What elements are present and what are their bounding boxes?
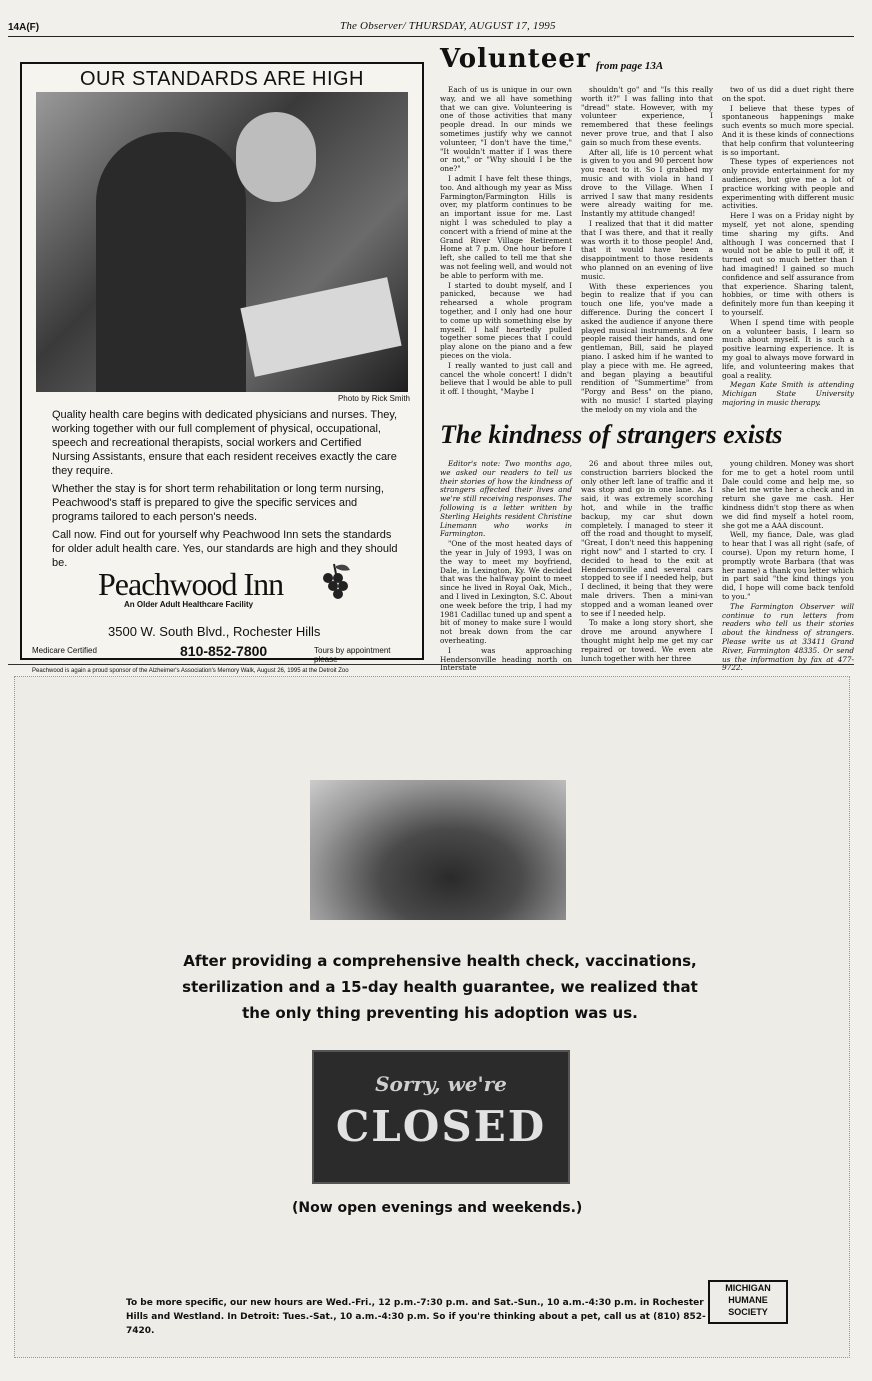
paragraph: "One of the most heated days of the year in July of 1993, I was on the way to meet my boyfriend, Dale, in Lexington, Ky. We decided that was the halfway point to meet since he lived in Royal Oak, Mich., and I lived in Lexington, S.C. About one week before the trip, I had my 1981 Cadillac tuned up and spent a bit of money to make sure I would not break down from the car overheating. bbox=[440, 539, 572, 645]
photo-paper-shape bbox=[240, 277, 401, 377]
paragraph: I started to doubt myself, and I panicked, because we had rehearsed a whole program together, and I only had one hour to come up with something else by myself. I half heartedly pulled together some pieces that I could play alone on the piano and a few pieces on the viola. bbox=[440, 280, 572, 360]
top-rule bbox=[8, 36, 854, 37]
paragraph: I admit I have felt these things, too. And although my year as Miss Farmington/Farmington Hills is over, my platform continues to be an important issue for me. Last night I was scheduled to play a concert with a friend of mine at the Grand River Village Retirement Home at 7 p.m. One hour before I left, she called to tell me that she was not feeling well, and would not be able to perform with me. bbox=[440, 173, 572, 280]
humane-hours: To be more specific, our new hours are Wed.-Fri., 12 p.m.-7:30 p.m. and Sat.-Sun., 10 a.m.-4:30 p.m. in Rochester Hills and Westland. In Detroit: Tues.-Sat., 10 a.m.-4:30 p.m. So if you're thinking about a pet, call us at (810) 852-7420. bbox=[126, 1298, 706, 1336]
peachwood-ad bbox=[20, 62, 424, 674]
author-bio: Megan Kate Smith is attending Michigan State University majoring in music therapy. bbox=[722, 380, 854, 407]
sign-closed-text: CLOSED bbox=[335, 1102, 547, 1151]
paragraph: After all, life is 10 percent what is given to you and 90 percent how you react to it. So I grabbed my music and with viola in hand I drove to the Village. When I arrived I saw that many residents were already waiting for me. Instantly my attitude changed! bbox=[581, 147, 713, 219]
ad-headline: OUR STANDARDS ARE HIGH bbox=[80, 68, 364, 90]
letters-invite: The Farmington Observer will continue to run letters from readers who tell us their stories about the kindness of strangers. Please write us at 33411 Grand River, Farmington 48335. Or send us the information by fax at 477-9722. bbox=[722, 601, 854, 673]
closed-sign-image bbox=[312, 1050, 570, 1184]
paragraph: Here I was on a Friday night by myself, yet not alone, spending time sharing my gifts. And although I was concerned that I would not be able to pull it off, it turned out so much better than I had imagined! I gained so much confidence and self assurance from that experience. Sharing talent, hobbies, or time with others is definitely more fun than keeping it to yourself. bbox=[722, 211, 854, 317]
ad-tours: Tours by appointment please bbox=[314, 646, 391, 664]
page-folio: 14A(F) bbox=[8, 22, 40, 33]
paragraph: I realized that that it did matter that I was there, and that it really was worth it to those people! And, that it would have been a disappointment to those residents who planned on an evening of live music. bbox=[581, 218, 713, 281]
volunteer-jump: from page 13A bbox=[596, 60, 664, 72]
kindness-col-2 bbox=[581, 460, 713, 664]
photo-credit: Photo by Rick Smith bbox=[337, 394, 410, 403]
ad-paragraph-2: Whether the stay is for short term rehabilitation or long term nursing, Peachwood's staff is prepared to give the specific services and programs tailored to each person's needs. bbox=[52, 483, 384, 523]
ad-photo bbox=[36, 92, 408, 392]
paragraph: When I spend time with people on a volunteer basis, I learn so much about myself. It is such a positive learning experience. It is my goal to always move forward in life, and volunteering makes that goal a reality. bbox=[722, 317, 854, 380]
volunteer-col-2 bbox=[581, 86, 713, 415]
paragraph: These types of experiences not only provide entertainment for my audiences, but give me a lot of practice working with people and experimenting with different music activities. bbox=[722, 157, 854, 211]
paragraph: 26 and about three miles out, construction barriers blocked the only other left lane of traffic and it was stop and go in one lane. As I said, it was extremely scorching hot, and while in the traffic backup, my car shut down completely. I managed to steer it off the road and thought to myself, "Great, I don't need this happening right now" and I started to cry. I decided to head to the exit at Hendersonville and several cars stopped to see if I needed help, but I declined, it being that they were male drivers. Then a mini-van stopped and a woman leaned over to see if I needed help. bbox=[581, 459, 713, 618]
logo-subtitle: An Older Adult Healthcare Facility bbox=[124, 600, 254, 609]
grapes-icon bbox=[314, 560, 354, 604]
ad-paragraph-3: Call now. Find out for yourself why Peachwood Inn sets the standards for older adult health care. Yes, our standards are high and they should be. bbox=[52, 529, 398, 569]
photo-man-shape bbox=[236, 112, 316, 202]
kindness-title: The kindness of strangers exists bbox=[440, 420, 783, 449]
paragraph: I was approaching Hendersonville heading north on Interstate bbox=[440, 645, 572, 673]
paragraph: young children. Money was short for me to get a hotel room until Dale could come and help me, so she let me write her a check and in return she gave me cash. Her kindness didn't stop there as when we did find myself a hotel room, she got me a AAA discount. bbox=[722, 459, 854, 530]
photo-nurse-shape bbox=[96, 132, 246, 392]
paragraph: I believe that these types of spontaneous happenings make such events so much more special. And it is these kinds of connections that help confirm that volunteering is so important. bbox=[722, 103, 854, 157]
dog-photo bbox=[310, 780, 566, 920]
ad-paragraph-1: Quality health care begins with dedicated physicians and nurses. They, working together with our full complement of physical, occupational, speech and recreational therapists, social workers and Certified Nursing Assistants, ensure that each resident receives exactly the care they require. bbox=[52, 409, 398, 477]
ad-contact-row bbox=[32, 643, 412, 664]
kindness-col-1 bbox=[440, 460, 572, 674]
medicare-certified: Medicare Certified bbox=[32, 646, 97, 655]
volunteer-col-1 bbox=[440, 86, 572, 398]
sign-top-text: Sorry, we're bbox=[375, 1072, 507, 1096]
humane-ad-body: After providing a comprehensive health check, vaccinations, sterilization and a 15-day health guarantee, we realized that the only thing preventing his adoption was us. bbox=[182, 952, 698, 1022]
paragraph: With these experiences you begin to realize that if you can touch one life, you've made a difference. During the concert I asked the audience if anyone there played musical instruments. A few people raised their hands, and one gentleman, Bill, said he played piano. I asked him if he wanted to play a piece with me. He agreed, and began playing a beautiful rendition of "Summertime" from "Porgy and Bess" on the piano, with no music! I started playing the melody on my viola and the bbox=[581, 281, 713, 414]
ad-address: 3500 W. South Blvd., Rochester Hills bbox=[108, 624, 321, 639]
section-rule bbox=[8, 664, 854, 665]
editors-note: Editor's note: Two months ago, we asked our readers to tell us their stories of how the kindness of strangers affected their lives and we're still receiving responses. The following is a letter written by Sterling Heights resident Christine Linemann who works in Farmington. bbox=[440, 459, 572, 539]
kindness-col-3 bbox=[722, 460, 854, 674]
ad-sponsor-line: Peachwood is again a proud sponsor of the Alzheimer's Association's Memory Walk, August 26, 1995 at the Detroit Zoo bbox=[32, 668, 349, 674]
paragraph: I really wanted to just call and cancel the whole concert! I didn't believe that I would be able to pull it off. I thought, "Maybe I bbox=[440, 360, 572, 397]
paragraph: To make a long story short, she drove me around anywhere I thought might help me get my car repaired or towed. We even ate lunch together with her three bbox=[581, 618, 713, 663]
volunteer-col-3 bbox=[722, 86, 854, 409]
volunteer-title: Volunteer bbox=[440, 44, 591, 74]
paragraph: Well, my fiance, Dale, was glad to hear that I was all right (safe, of course). Upon my return home, I promptly wrote Barbara (that was her name) a thank you letter which in part said "the kind things you did, I hope will come back tenfold to you." bbox=[722, 530, 854, 601]
dateline: The Observer/ THURSDAY, AUGUST 17, 1995 bbox=[340, 20, 556, 32]
ad-phone: 810-852-7800 bbox=[180, 643, 268, 659]
michigan-humane-society-logo: MICHIGAN HUMANE SOCIETY bbox=[708, 1280, 788, 1324]
paragraph: Each of us is unique in our own way, and we all have something that we can give. Volunteering is one of those activities that many people dread. In our minds we sometimes justify why we cannot volunteer, "I don't have the time," "It wouldn't matter if I was there or not," or "Why should I be the one?" bbox=[440, 85, 572, 174]
peachwood-logo: Peachwood Inn bbox=[98, 566, 284, 602]
paragraph: shouldn't go" and "Is this really worth it?" I was falling into that "dread" state. However, with my volunteer experience, I remembered that these feelings never prove true, and that I also gain so much from these events. bbox=[581, 85, 713, 147]
humane-open-line: (Now open evenings and weekends.) bbox=[292, 1200, 583, 1216]
paragraph: two of us did a duet right there on the spot. bbox=[722, 85, 854, 103]
